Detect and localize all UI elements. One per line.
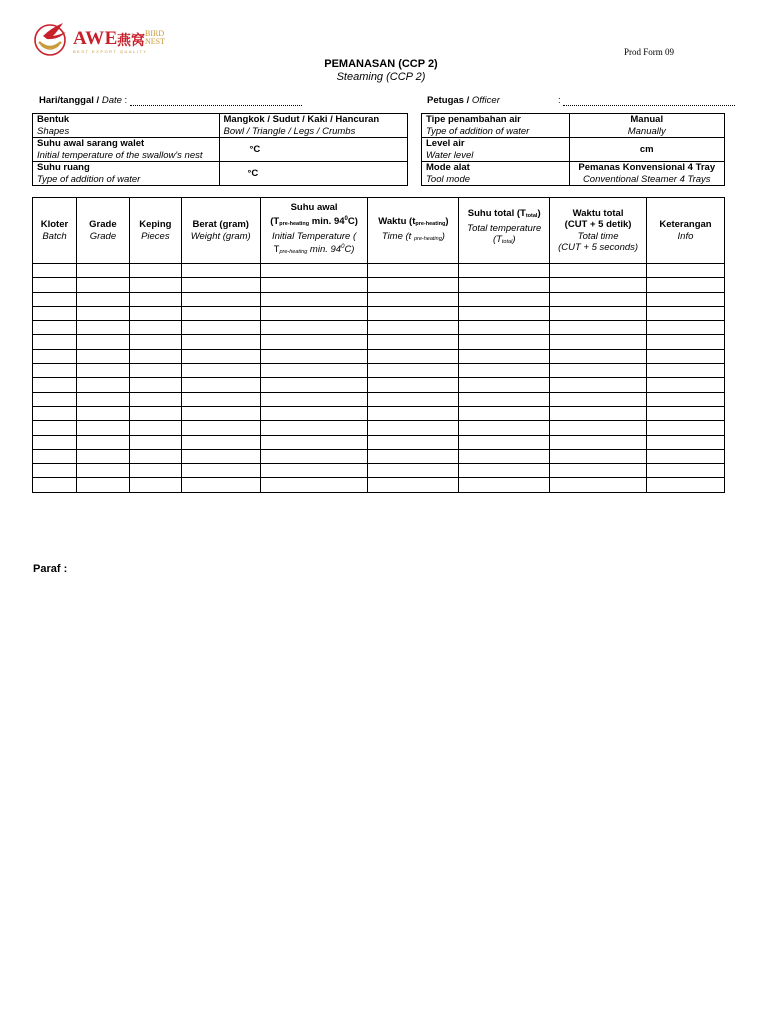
cell-weight[interactable] (181, 321, 260, 335)
tool-mode-label-cell (422, 162, 570, 186)
header-initial-temp (260, 198, 368, 264)
table-row (33, 449, 725, 463)
cell-pieces[interactable] (129, 264, 181, 278)
signature-label: Paraf : (33, 563, 68, 575)
total-temp-en2-sub: total (501, 239, 513, 245)
header-batch-label-en: Batch (42, 230, 67, 242)
cell-weight[interactable] (181, 464, 260, 478)
water-type-row (422, 114, 725, 138)
cell-info[interactable] (646, 349, 724, 363)
header-initial-temp-label: Suhu awal (290, 202, 338, 214)
water-level-value-cell[interactable] (569, 138, 725, 162)
cell-initial-temp[interactable] (260, 335, 368, 349)
cell-info[interactable] (646, 306, 724, 320)
brand-chinese: 燕窝 (117, 33, 145, 49)
cell-pieces[interactable] (129, 306, 181, 320)
cell-batch[interactable] (33, 335, 77, 349)
init-temp-en-t: T (273, 244, 280, 256)
cell-info[interactable] (646, 321, 724, 335)
cell-weight[interactable] (181, 478, 260, 492)
cell-batch[interactable] (33, 349, 77, 363)
total-temp-en2-a: (T (492, 234, 502, 245)
cell-weight[interactable] (181, 449, 260, 463)
cell-time[interactable] (368, 321, 459, 335)
tool-mode-label-en: Tool mode (426, 173, 471, 185)
header-grade (76, 198, 129, 264)
cell-total-time[interactable] (550, 335, 647, 349)
cell-initial-temp[interactable] (260, 278, 368, 292)
time-label-sub: pre-heating (415, 221, 446, 227)
cell-info[interactable] (646, 335, 724, 349)
date-input-line[interactable] (130, 96, 302, 106)
cell-total-temp[interactable] (459, 449, 550, 463)
water-level-label-cell (422, 138, 570, 162)
cell-grade[interactable] (76, 406, 129, 420)
cell-grade[interactable] (76, 478, 129, 492)
officer-colon: : (558, 95, 561, 106)
cell-total-time[interactable] (550, 435, 647, 449)
officer-field[interactable] (558, 95, 735, 106)
cell-batch[interactable] (33, 306, 77, 320)
cell-total-time[interactable] (550, 364, 647, 378)
cell-weight[interactable] (181, 406, 260, 420)
header-grade-label: Grade (89, 219, 117, 230)
cell-info[interactable] (646, 278, 724, 292)
tool-mode-value-en: Conventional Steamer 4 Trays (582, 173, 711, 185)
cell-pieces[interactable] (129, 406, 181, 420)
cell-total-temp[interactable] (459, 478, 550, 492)
table-row (33, 321, 725, 335)
tool-mode-value-cell[interactable] (569, 162, 725, 186)
shape-value: Mangkok / Sudut / Kaki / Hancuran (223, 114, 380, 125)
brand-nest: NEST (145, 37, 165, 46)
room-temp-label-en: Type of addition of water (37, 173, 141, 185)
cell-initial-temp[interactable] (260, 306, 368, 320)
init-temp-en-min: min. 94 (307, 244, 342, 256)
cell-pieces[interactable] (129, 292, 181, 306)
cell-grade[interactable] (76, 435, 129, 449)
cell-grade[interactable] (76, 464, 129, 478)
form-number: Prod Form 09 (624, 47, 675, 57)
cell-total-time[interactable] (550, 464, 647, 478)
header-total-time-label2: (CUT + 5 detik) (564, 219, 632, 230)
header-total-temp-en2 (461, 234, 547, 249)
cell-batch[interactable] (33, 321, 77, 335)
cell-grade[interactable] (76, 335, 129, 349)
water-type-label: Tipe penambahan air (426, 114, 521, 125)
init-temp-open: (T (270, 216, 280, 227)
brand-name: AWE (73, 28, 118, 49)
header-total-temp-en: Total temperature (467, 222, 542, 234)
cell-total-time[interactable] (550, 378, 647, 392)
total-temp-label-b: ) (537, 208, 541, 219)
cell-batch[interactable] (33, 464, 77, 478)
bird-nest-logo-icon (33, 20, 71, 58)
init-temp-en-close: C) (344, 244, 355, 256)
header-pieces-label: Keping (139, 219, 172, 230)
room-temp-row (33, 162, 408, 186)
cell-total-temp[interactable] (459, 378, 550, 392)
cell-pieces[interactable] (129, 378, 181, 392)
cell-total-temp[interactable] (459, 364, 550, 378)
header-grade-label-en: Grade (89, 230, 117, 242)
tool-mode-label: Mode alat (426, 162, 470, 173)
header-initial-temp-en: Initial Temperature ( (272, 230, 357, 242)
nest-temp-label-cell (33, 138, 220, 162)
cell-weight[interactable] (181, 335, 260, 349)
tool-mode-row (422, 162, 725, 186)
cell-total-time[interactable] (550, 264, 647, 278)
table-row (33, 421, 725, 435)
cell-batch[interactable] (33, 478, 77, 492)
cell-pieces[interactable] (129, 349, 181, 363)
time-en-b: ) (441, 230, 445, 242)
table-row (33, 335, 725, 349)
company-logo (33, 20, 173, 58)
cell-total-temp[interactable] (459, 464, 550, 478)
cell-batch[interactable] (33, 264, 77, 278)
cell-time[interactable] (368, 364, 459, 378)
cell-total-temp[interactable] (459, 321, 550, 335)
cell-total-temp[interactable] (459, 335, 550, 349)
table-row (33, 435, 725, 449)
header-info-label-en: Info (677, 230, 694, 242)
header-weight-label: Berat (gram) (192, 219, 249, 230)
cell-initial-temp[interactable] (260, 435, 368, 449)
officer-label-group (427, 95, 500, 106)
cell-total-time[interactable] (550, 292, 647, 306)
shape-label-en: Shapes (37, 125, 70, 137)
nest-temp-row (33, 138, 408, 162)
cell-total-time[interactable] (550, 306, 647, 320)
cell-time[interactable] (368, 392, 459, 406)
shape-value-cell[interactable] (219, 114, 407, 138)
cell-initial-temp[interactable] (260, 292, 368, 306)
cell-grade[interactable] (76, 306, 129, 320)
nest-temp-label: Suhu awal sarang walet (37, 138, 145, 149)
table-header-row (33, 198, 725, 264)
header-time-label (370, 216, 456, 231)
water-type-value-cell[interactable] (569, 114, 725, 138)
table-row (33, 478, 725, 492)
cell-batch[interactable] (33, 292, 77, 306)
table-row (33, 278, 725, 292)
header-total-temp (459, 198, 550, 264)
header-weight (181, 198, 260, 264)
table-row (33, 292, 725, 306)
water-level-label-en: Water level (426, 149, 474, 161)
header-initial-temp-line2 (263, 214, 366, 231)
cell-pieces[interactable] (129, 392, 181, 406)
water-level-unit: cm (639, 143, 654, 155)
room-temp-label-cell (33, 162, 220, 186)
cell-initial-temp[interactable] (260, 449, 368, 463)
table-row (33, 349, 725, 363)
header-batch (33, 198, 77, 264)
header-weight-label-en: Weight (gram) (190, 230, 251, 242)
page-subtitle: Steaming (CCP 2) (336, 71, 426, 83)
table-body (33, 264, 725, 493)
header-total-temp-label (461, 208, 547, 223)
cell-info[interactable] (646, 478, 724, 492)
cell-grade[interactable] (76, 292, 129, 306)
water-level-label: Level air (426, 138, 465, 149)
table-row (33, 378, 725, 392)
header-total-time-label: Waktu total (572, 207, 624, 219)
header-time-en (370, 231, 456, 246)
time-label-b: ) (445, 216, 449, 227)
cell-grade[interactable] (76, 449, 129, 463)
cell-weight[interactable] (181, 306, 260, 320)
shape-label-cell (33, 114, 220, 138)
table-row (33, 364, 725, 378)
cell-batch[interactable] (33, 392, 77, 406)
steaming-log-table (32, 197, 725, 493)
date-label: Hari/tanggal / (39, 95, 100, 106)
cell-pieces[interactable] (129, 464, 181, 478)
cell-info[interactable] (646, 421, 724, 435)
cell-weight[interactable] (181, 421, 260, 435)
cell-pieces[interactable] (129, 364, 181, 378)
total-temp-label-a: Suhu total (T (467, 208, 526, 219)
cell-total-temp[interactable] (459, 349, 550, 363)
table-row (33, 264, 725, 278)
cell-total-time[interactable] (550, 392, 647, 406)
cell-initial-temp[interactable] (260, 464, 368, 478)
cell-weight[interactable] (181, 392, 260, 406)
cell-pieces[interactable] (129, 278, 181, 292)
cell-initial-temp[interactable] (260, 392, 368, 406)
cell-total-temp[interactable] (459, 292, 550, 306)
header-pieces (129, 198, 181, 264)
header-pieces-label-en: Pieces (141, 230, 170, 242)
cell-initial-temp[interactable] (260, 421, 368, 435)
cell-time[interactable] (368, 464, 459, 478)
cell-pieces[interactable] (129, 321, 181, 335)
cell-time[interactable] (368, 435, 459, 449)
cell-pieces[interactable] (129, 421, 181, 435)
cell-pieces[interactable] (129, 478, 181, 492)
cell-time[interactable] (368, 449, 459, 463)
cell-total-temp[interactable] (459, 406, 550, 420)
header-time (368, 198, 459, 264)
officer-input-line[interactable] (563, 96, 735, 106)
cell-batch[interactable] (33, 378, 77, 392)
init-temp-close: C) (347, 216, 358, 227)
init-temp-min: min. 94 (309, 216, 345, 227)
cell-total-time[interactable] (550, 278, 647, 292)
header-batch-label: Kloter (40, 219, 69, 230)
cell-initial-temp[interactable] (260, 321, 368, 335)
init-temp-degree: 0 (344, 215, 348, 222)
cell-time[interactable] (368, 264, 459, 278)
cell-weight[interactable] (181, 378, 260, 392)
cell-grade[interactable] (76, 421, 129, 435)
cell-info[interactable] (646, 292, 724, 306)
cell-grade[interactable] (76, 364, 129, 378)
nest-temp-label-en: Initial temperature of the swallow's nest (37, 149, 203, 161)
total-temp-label-sub: total (525, 213, 538, 219)
cell-grade[interactable] (76, 392, 129, 406)
cell-weight[interactable] (181, 349, 260, 363)
cell-total-temp[interactable] (459, 435, 550, 449)
cell-pieces[interactable] (129, 335, 181, 349)
cell-total-time[interactable] (550, 349, 647, 363)
cell-weight[interactable] (181, 292, 260, 306)
cell-batch[interactable] (33, 278, 77, 292)
page-title: PEMANASAN (CCP 2) (324, 58, 438, 70)
date-field[interactable] (39, 95, 302, 106)
time-label-a: Waktu (t (378, 216, 416, 227)
cell-total-temp[interactable] (459, 264, 550, 278)
cell-info[interactable] (646, 464, 724, 478)
cell-total-time[interactable] (550, 406, 647, 420)
nest-temp-value-cell[interactable] (219, 138, 407, 162)
cell-batch[interactable] (33, 421, 77, 435)
brand-bird-nest (145, 30, 165, 46)
cell-time[interactable] (368, 335, 459, 349)
table-row (33, 406, 725, 420)
shape-row (33, 114, 408, 138)
table-row (33, 392, 725, 406)
header-total-time-en2: (CUT + 5 seconds) (558, 242, 639, 253)
cell-time[interactable] (368, 406, 459, 420)
room-temp-unit: °C (247, 167, 259, 179)
cell-grade[interactable] (76, 321, 129, 335)
nest-temp-unit: °C (249, 143, 261, 155)
cell-time[interactable] (368, 421, 459, 435)
cell-weight[interactable] (181, 435, 260, 449)
officer-label-en: Officer (471, 95, 500, 106)
cell-info[interactable] (646, 264, 724, 278)
header-info (646, 198, 724, 264)
officer-label: Petugas / (427, 95, 470, 106)
cell-info[interactable] (646, 392, 724, 406)
cell-time[interactable] (368, 306, 459, 320)
cell-total-temp[interactable] (459, 306, 550, 320)
left-info-table (32, 113, 408, 186)
room-temp-value-cell[interactable] (219, 162, 407, 186)
header-total-time-en: Total time (577, 230, 619, 242)
header-initial-temp-en2 (263, 242, 366, 259)
tool-mode-value: Pemanas Konvensional 4 Tray (578, 162, 716, 173)
shape-value-en: Bowl / Triangle / Legs / Crumbs (223, 125, 356, 137)
cell-time[interactable] (368, 378, 459, 392)
cell-info[interactable] (646, 435, 724, 449)
header-total-time (550, 198, 647, 264)
water-type-value-en: Manually (627, 125, 666, 137)
cell-grade[interactable] (76, 378, 129, 392)
header-info-label: Keterangan (659, 219, 712, 230)
cell-info[interactable] (646, 378, 724, 392)
right-info-table (421, 113, 725, 186)
init-temp-en-sub: pre-heating (279, 249, 308, 256)
cell-total-temp[interactable] (459, 278, 550, 292)
cell-grade[interactable] (76, 264, 129, 278)
table-row (33, 306, 725, 320)
cell-pieces[interactable] (129, 435, 181, 449)
cell-total-temp[interactable] (459, 421, 550, 435)
cell-time[interactable] (368, 349, 459, 363)
cell-initial-temp[interactable] (260, 478, 368, 492)
cell-info[interactable] (646, 406, 724, 420)
cell-batch[interactable] (33, 449, 77, 463)
cell-time[interactable] (368, 478, 459, 492)
cell-info[interactable] (646, 364, 724, 378)
cell-total-time[interactable] (550, 449, 647, 463)
date-label-en: Date (101, 95, 122, 106)
cell-time[interactable] (368, 278, 459, 292)
cell-total-temp[interactable] (459, 392, 550, 406)
time-en-sub: pre-heating (413, 235, 442, 242)
cell-pieces[interactable] (129, 449, 181, 463)
total-temp-en2-b: ) (512, 234, 516, 245)
cell-initial-temp[interactable] (260, 364, 368, 378)
water-type-value: Manual (630, 114, 664, 125)
cell-initial-temp[interactable] (260, 406, 368, 420)
cell-weight[interactable] (181, 364, 260, 378)
cell-initial-temp[interactable] (260, 349, 368, 363)
date-colon: : (124, 95, 128, 106)
cell-weight[interactable] (181, 278, 260, 292)
init-temp-en-degree: 0 (341, 244, 345, 250)
cell-grade[interactable] (76, 278, 129, 292)
cell-weight[interactable] (181, 264, 260, 278)
cell-total-time[interactable] (550, 321, 647, 335)
table-row (33, 464, 725, 478)
cell-info[interactable] (646, 449, 724, 463)
cell-initial-temp[interactable] (260, 264, 368, 278)
room-temp-label: Suhu ruang (37, 162, 90, 173)
time-en-a: Time (t (381, 230, 414, 242)
water-type-label-en: Type of addition of water (426, 125, 530, 137)
water-type-label-cell (422, 114, 570, 138)
cell-batch[interactable] (33, 435, 77, 449)
water-level-row (422, 138, 725, 162)
brand-bird: BIRD (145, 29, 165, 38)
cell-batch[interactable] (33, 364, 77, 378)
cell-initial-temp[interactable] (260, 378, 368, 392)
cell-total-time[interactable] (550, 478, 647, 492)
cell-grade[interactable] (76, 349, 129, 363)
brand-tagline: BEST EXPORT QUALITY (73, 49, 148, 54)
init-temp-sub: pre-heating (279, 221, 310, 227)
cell-total-time[interactable] (550, 421, 647, 435)
cell-batch[interactable] (33, 406, 77, 420)
cell-time[interactable] (368, 292, 459, 306)
shape-label: Bentuk (37, 114, 70, 125)
